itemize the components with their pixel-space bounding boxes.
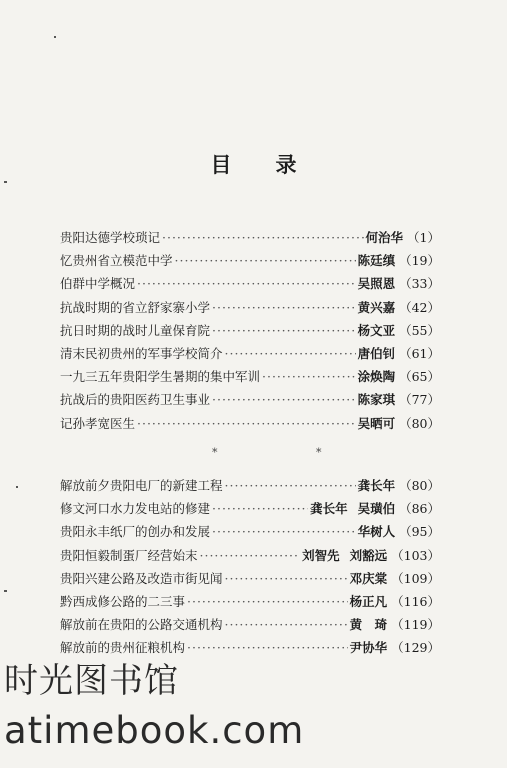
toc-entry[interactable] [60,592,440,615]
dot-leader [225,571,348,586]
dot-leader [137,416,356,431]
entry-title: 解放前夕贵阳电厂的新建工程 [60,478,223,493]
dot-leader [212,323,356,338]
dot-leader [212,300,356,315]
entry-title: 一九三五年贵阳学生暑期的集中军训 [60,369,261,385]
entry-author: 吴璜伯 [357,501,396,517]
entry-page: （86） [399,501,440,517]
entry-title: 记孙孝宽医生 [60,415,136,431]
entry-title: 抗战后的贵阳医药卫生事业 [60,392,211,408]
entry-title: 清末民初贵州的军事学校简介 [60,345,223,361]
entry-author: 吴晒可 [357,415,396,431]
dot-leader [200,548,301,563]
divider-asterisk: * [316,446,322,459]
entry-title: 解放前在贵阳的公路交通机构 [60,617,223,633]
toc-entry[interactable] [60,298,440,321]
dot-leader [162,230,364,245]
toc-entry[interactable] [60,251,440,274]
watermark-chinese: 时光图书馆 [4,661,179,701]
toc-entry[interactable] [60,499,440,522]
entry-author: 刘豁远 [349,547,388,563]
entry-title: 贵阳达德学校琐记 [60,230,161,245]
entry-author: 杨文亚 [357,322,396,338]
watermark-url: atimebook.com [4,709,305,752]
entry-author: 邓庆棠 [349,570,388,586]
entry-page: （65） [399,369,440,385]
divider-asterisk: * [212,446,218,459]
toc-entry[interactable] [60,569,440,592]
dot-leader [187,594,348,609]
entry-page: （61） [399,345,440,361]
entry-title: 忆贵州省立模范中学 [60,253,173,269]
entry-author: 华树人 [357,524,396,540]
dot-leader [212,501,308,516]
toc-entry[interactable] [60,367,440,390]
toc-entry[interactable] [60,344,440,367]
dot-leader [212,392,356,407]
entry-page: （1） [407,230,440,245]
entry-coauthor: 龚长年 [310,501,348,517]
toc-section-2 [60,476,440,662]
entry-coauthor: 刘智先 [302,547,340,563]
entry-title: 贵阳永丰纸厂的创办和发展 [60,524,211,540]
entry-page: （109） [391,570,440,586]
section-divider [0,446,507,462]
scan-speck [16,486,18,488]
entry-author: 吴照恩 [357,276,396,292]
entry-page: （77） [399,392,440,408]
entry-title: 修文河口水力发电站的修建 [60,501,211,517]
dot-leader [225,346,356,361]
page-title: 目录 [210,153,341,177]
entry-title: 伯群中学概况 [60,276,136,292]
entry-title: 解放前的贵州征粮机构 [60,640,186,656]
entry-author: 杨正凡 [349,593,388,609]
entry-author: 陈廷缜 [357,253,396,269]
toc-entry[interactable] [60,546,440,569]
toc-entry[interactable] [60,390,440,413]
dot-leader [137,276,356,291]
entry-title: 贵阳兴建公路及改造市街见闻 [60,570,223,586]
entry-title: 贵阳恒毅制蛋厂经营始末 [60,547,198,563]
entry-page: （33） [399,276,440,292]
entry-page: （116） [391,593,440,609]
toc-entry[interactable] [60,414,440,437]
entry-author: 唐伯钊 [357,345,396,361]
entry-author: 黄 琦 [349,617,388,633]
toc-section-1 [60,228,440,437]
dot-leader [225,617,348,632]
dot-leader [175,253,356,268]
dot-leader [262,369,356,384]
entry-author: 黄兴嘉 [357,299,396,315]
entry-author: 尹协华 [349,640,388,656]
entry-title: 黔西成修公路的二三事 [60,593,186,609]
toc-entry[interactable] [60,522,440,545]
dot-leader [187,640,348,655]
entry-author: 龚长年 [357,478,396,493]
toc-entry[interactable] [60,615,440,638]
dot-leader [212,524,356,539]
entry-page: （19） [399,253,440,269]
scan-speck [4,181,7,183]
entry-title: 抗战时期的省立舒家寨小学 [60,299,211,315]
entry-page: （95） [399,524,440,540]
entry-page: （129） [391,640,440,656]
toc-entry[interactable] [60,638,440,661]
entry-page: （80） [399,478,440,493]
entry-author: 陈家琪 [357,392,396,408]
entry-page: （80） [399,415,440,431]
entry-author: 何治华 [365,230,404,245]
entry-author: 涂焕陶 [357,369,396,385]
toc-entry[interactable] [60,321,440,344]
toc-entry[interactable] [60,476,440,499]
toc-entry[interactable] [60,274,440,297]
scan-speck [4,590,7,592]
scan-speck [54,36,56,38]
entry-page: （103） [391,547,440,563]
entry-page: （42） [399,299,440,315]
entry-page: （119） [391,617,440,633]
entry-page: （55） [399,322,440,338]
dot-leader [225,478,356,493]
entry-title: 抗日时期的战时儿童保育院 [60,322,211,338]
toc-entry[interactable] [60,228,440,251]
